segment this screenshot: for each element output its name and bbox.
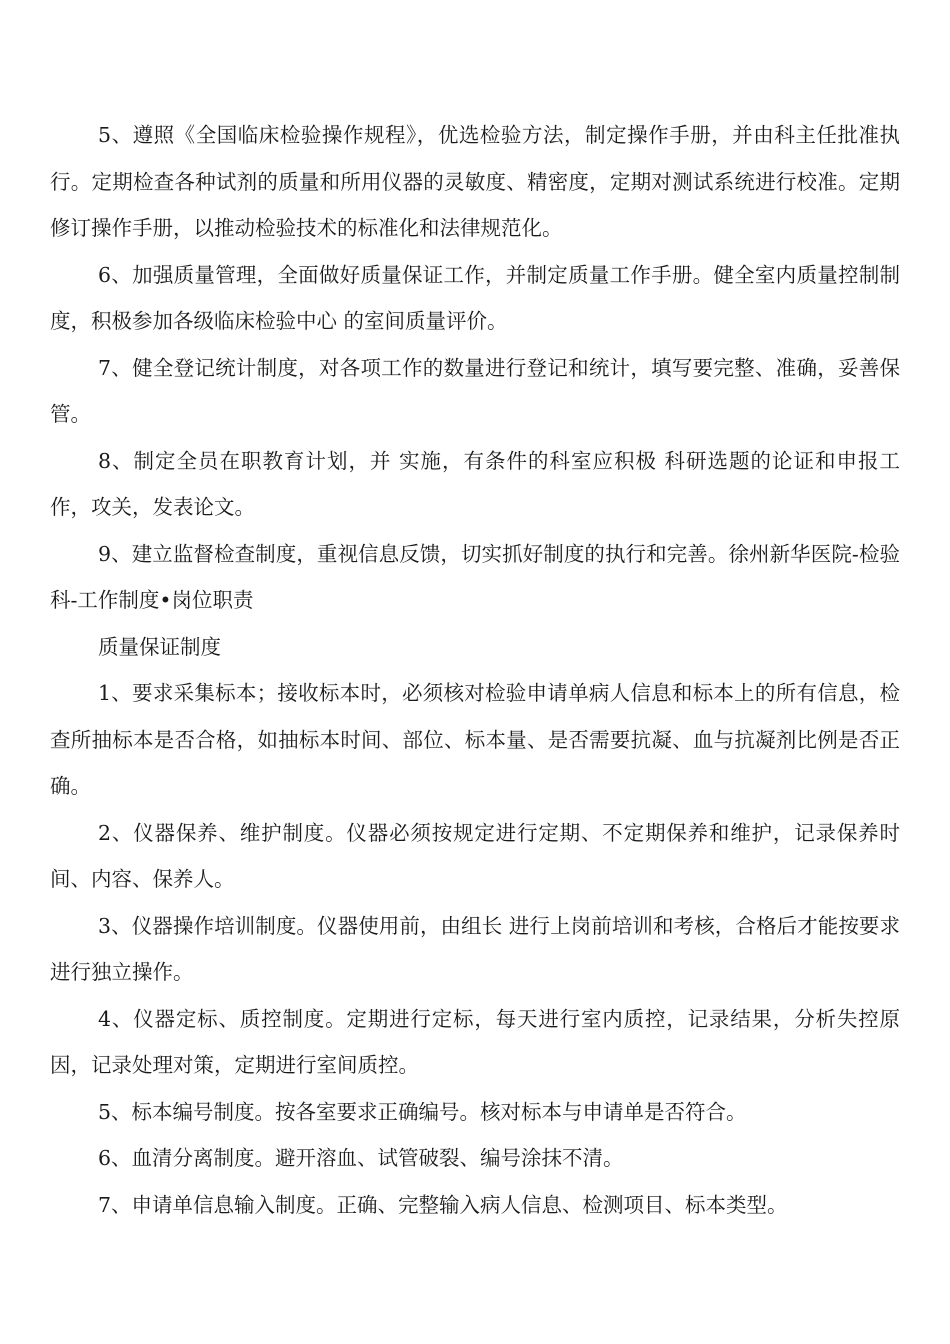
qa-item-1: 1、要求采集标本；接收标本时，必须核对检验申请单病人信息和标本上的所有信息，检查所抽标本是否合格，如抽标本时间、部位、标本量、是否需要抗凝、血与抗凝剂比例是否正确。 <box>50 681 900 798</box>
qa-item-2: 2、仪器保养、维护制度。仪器必须按规定进行定期、不定期保养和维护，记录保养时间、内容、保养人。 <box>50 820 900 891</box>
qa-item-3: 3、仪器操作培训制度。仪器使用前，由组长 进行上岗前培训和考核，合格后才能按要求进行独立操作。 <box>50 913 900 984</box>
paragraph-7: 7、健全登记统计制度，对各项工作的数量进行登记和统计，填写要完整、准确，妥善保管。 <box>50 355 900 426</box>
qa-item-5: 5、标本编号制度。按各室要求正确编号。核对标本与申请单是否符合。 <box>98 1099 747 1124</box>
document-body <box>50 112 900 1228</box>
section-title: 质量保证制度 <box>98 634 221 659</box>
paragraph-8: 8、制定全员在职教育计划，并 实施，有条件的科室应积极 科研选题的论证和申报工作，攻关，发表论文。 <box>50 448 900 519</box>
qa-item-6: 6、血清分离制度。避开溶血、试管破裂、编号涂抹不清。 <box>98 1146 624 1170</box>
qa-item-7: 7、申请单信息输入制度。正确、完整输入病人信息、检测项目、标本类型。 <box>98 1192 788 1217</box>
paragraph-5: 5、遵照《全国临床检验操作规程》，优选检验方法，制定操作手册，并由科主任批准执行。定期检查各种试剂的质量和所用仪器的灵敏度、精密度，定期对测试系统进行校准。定期修订操作手册，以推动检验技术的标准化和法律规范化。 <box>50 123 900 240</box>
paragraph-6: 6、加强质量管理，全面做好质量保证工作，并制定质量工作手册。健全室内质量控制制度，积极参加各级临床检验中心 的室间质量评价。 <box>50 262 900 333</box>
paragraph-9: 9、建立监督检查制度，重视信息反馈，切实抓好制度的执行和完善。徐州新华医院-检验科-工作制度•岗位职责 <box>50 541 900 612</box>
qa-item-4: 4、仪器定标、质控制度。定期进行定标，每天进行室内质控，记录结果，分析失控原因，记录处理对策，定期进行室间质控。 <box>50 1006 900 1077</box>
